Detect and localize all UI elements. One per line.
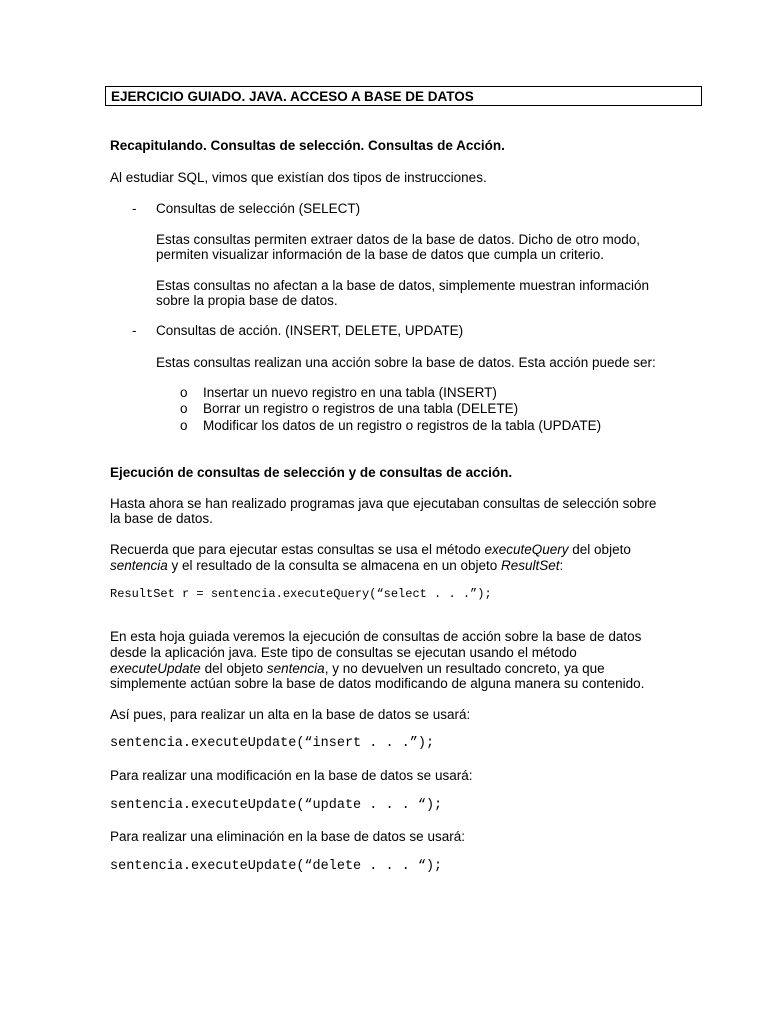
select-para1-line2: permiten visualizar información de la base de datos que cumpla un criterio.: [156, 247, 604, 262]
document-title: EJERCICIO GUIADO. JAVA. ACCESO A BASE DE DATOS: [111, 89, 474, 104]
code-update: sentencia.executeUpdate(“update . . . “);: [110, 798, 443, 813]
section2-p3-line1: En esta hoja guiada veremos la ejecución de consultas de acción sobre la base de datos: [110, 629, 642, 644]
section2-p3-line4: simplemente actúan sobre la base de datos modificando de alguna manera su contenido.: [110, 676, 645, 691]
list-item-action: Consultas de acción. (INSERT, DELETE, UPDATE): [156, 323, 464, 338]
section2-p1-line2: la base de datos.: [110, 511, 213, 526]
section2-p6: Para realizar una eliminación en la base de datos se usará:: [110, 829, 465, 844]
section2-p2-line2: sentencia y el resultado de la consulta se almacena en un objeto ResultSet:: [110, 558, 564, 573]
section2-p3-line3: executeUpdate del objeto sentencia, y no devuelven un resultado concreto, ya que: [110, 661, 605, 676]
sublist-item-update: Modificar los datos de un registro o registros de la tabla (UPDATE): [203, 418, 602, 433]
select-para1-line1: Estas consultas permiten extraer datos de la base de datos. Dicho de otro modo,: [156, 232, 641, 247]
section2-p4: Así pues, para realizar un alta en la base de datos se usará:: [110, 707, 471, 722]
document-title-box: [105, 86, 702, 106]
bullet-marker: o: [180, 401, 188, 416]
code-delete: sentencia.executeUpdate(“delete . . . “);: [110, 859, 443, 874]
bullet-marker: o: [180, 385, 188, 400]
dash-marker: -: [132, 323, 137, 338]
dash-marker: -: [132, 201, 137, 216]
section1-intro: Al estudiar SQL, vimos que existían dos tipos de instrucciones.: [110, 170, 487, 185]
section2-p5: Para realizar una modificación en la base de datos se usará:: [110, 768, 473, 783]
code-insert: sentencia.executeUpdate(“insert . . .”);: [110, 736, 435, 751]
sublist-item-insert: Insertar un nuevo registro en una tabla (INSERT): [203, 385, 497, 400]
bullet-marker: o: [180, 418, 188, 433]
select-para2-line1: Estas consultas no afectan a la base de datos, simplemente muestran información: [156, 278, 650, 293]
action-para1: Estas consultas realizan una acción sobre la base de datos. Esta acción puede ser:: [156, 355, 656, 370]
section1-heading: Recapitulando. Consultas de selección. Consultas de Acción.: [110, 138, 505, 153]
section2-p1-line1: Hasta ahora se han realizado programas java que ejecutaban consultas de selección sobre: [110, 496, 657, 511]
select-para2-line2: sobre la propia base de datos.: [156, 293, 338, 308]
section2-p2-line1: Recuerda que para ejecutar estas consultas se usa el método executeQuery del objeto: [110, 542, 631, 557]
section2-p3-line2: desde la aplicación java. Este tipo de consultas se ejecutan usando el método: [110, 645, 577, 660]
code-executequery: ResultSet r = sentencia.executeQuery(“select . . .”);: [110, 587, 492, 601]
list-item-select: Consultas de selección (SELECT): [156, 201, 361, 216]
sublist-item-delete: Borrar un registro o registros de una tabla (DELETE): [203, 401, 519, 416]
section2-heading: Ejecución de consultas de selección y de consultas de acción.: [110, 465, 513, 480]
